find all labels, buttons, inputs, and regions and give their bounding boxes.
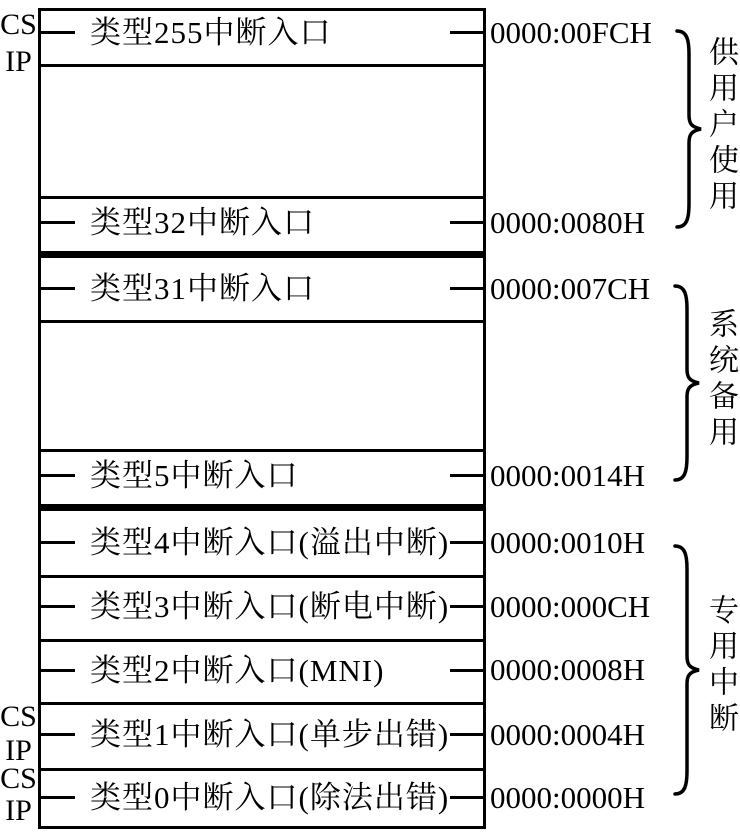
group-label-system: 系统备用 (704, 308, 737, 452)
separator-line (41, 639, 483, 642)
row-tick-left (41, 796, 75, 799)
separator-line (41, 449, 483, 452)
row-tick-left (41, 605, 75, 608)
row-label: 类型0中断入口(除法出错) (90, 780, 450, 815)
row-label: 类型31中断入口 (90, 271, 315, 306)
separator-line (41, 320, 483, 323)
group-label-user: 供用户使用 (704, 36, 737, 216)
row-tick-left (41, 474, 75, 477)
row-tick-right (450, 31, 483, 34)
row-label: 类型32中断入口 (90, 205, 315, 240)
register-label-ip: IP (5, 45, 32, 78)
address-label: 0000:00FCH (490, 15, 652, 50)
address-label: 0000:0000H (490, 780, 645, 815)
row-tick-right (450, 221, 483, 224)
row-label: 类型5中断入口 (90, 458, 299, 493)
row-tick-right (450, 541, 483, 544)
register-label-cs: CS (0, 762, 37, 795)
row-label: 类型1中断入口(单步出错) (90, 717, 450, 752)
row-label: 类型2中断入口(MNI) (90, 653, 385, 688)
row-tick-right (450, 796, 483, 799)
separator-line (41, 575, 483, 578)
curly-brace-icon (670, 283, 702, 483)
block-junction-line (41, 251, 483, 258)
row-label: 类型4中断入口(溢出中断) (90, 525, 450, 560)
vector-table (38, 8, 486, 829)
row-tick-right (450, 474, 483, 477)
curly-brace-icon (670, 543, 702, 797)
row-tick-right (450, 287, 483, 290)
row-tick-left (41, 733, 75, 736)
address-label: 0000:0010H (490, 525, 645, 560)
register-label-ip: IP (5, 794, 32, 827)
register-label-cs: CS (0, 700, 37, 733)
row-tick-left (41, 287, 75, 290)
block-junction-line (41, 504, 483, 511)
address-label: 0000:007CH (490, 271, 651, 306)
row-tick-right (450, 669, 483, 672)
row-tick-left (41, 669, 75, 672)
group-label-dedicated: 专用中断 (704, 594, 737, 738)
row-tick-left (41, 221, 75, 224)
row-tick-left (41, 541, 75, 544)
row-tick-left (41, 31, 75, 34)
separator-line (41, 196, 483, 199)
register-label-ip: IP (5, 734, 32, 767)
separator-line (41, 64, 483, 67)
address-label: 0000:000CH (490, 589, 651, 624)
address-label: 0000:0004H (490, 717, 645, 752)
separator-line (41, 702, 483, 705)
address-label: 0000:0008H (490, 652, 645, 687)
curly-brace-icon (672, 28, 704, 230)
register-label-cs: CS (0, 8, 37, 41)
address-label: 0000:0080H (490, 205, 645, 240)
row-label: 类型3中断入口(断电中断) (90, 589, 450, 624)
row-tick-right (450, 733, 483, 736)
row-label: 类型255中断入口 (90, 15, 332, 50)
separator-line (41, 768, 483, 771)
address-label: 0000:0014H (490, 458, 645, 493)
row-tick-right (450, 605, 483, 608)
